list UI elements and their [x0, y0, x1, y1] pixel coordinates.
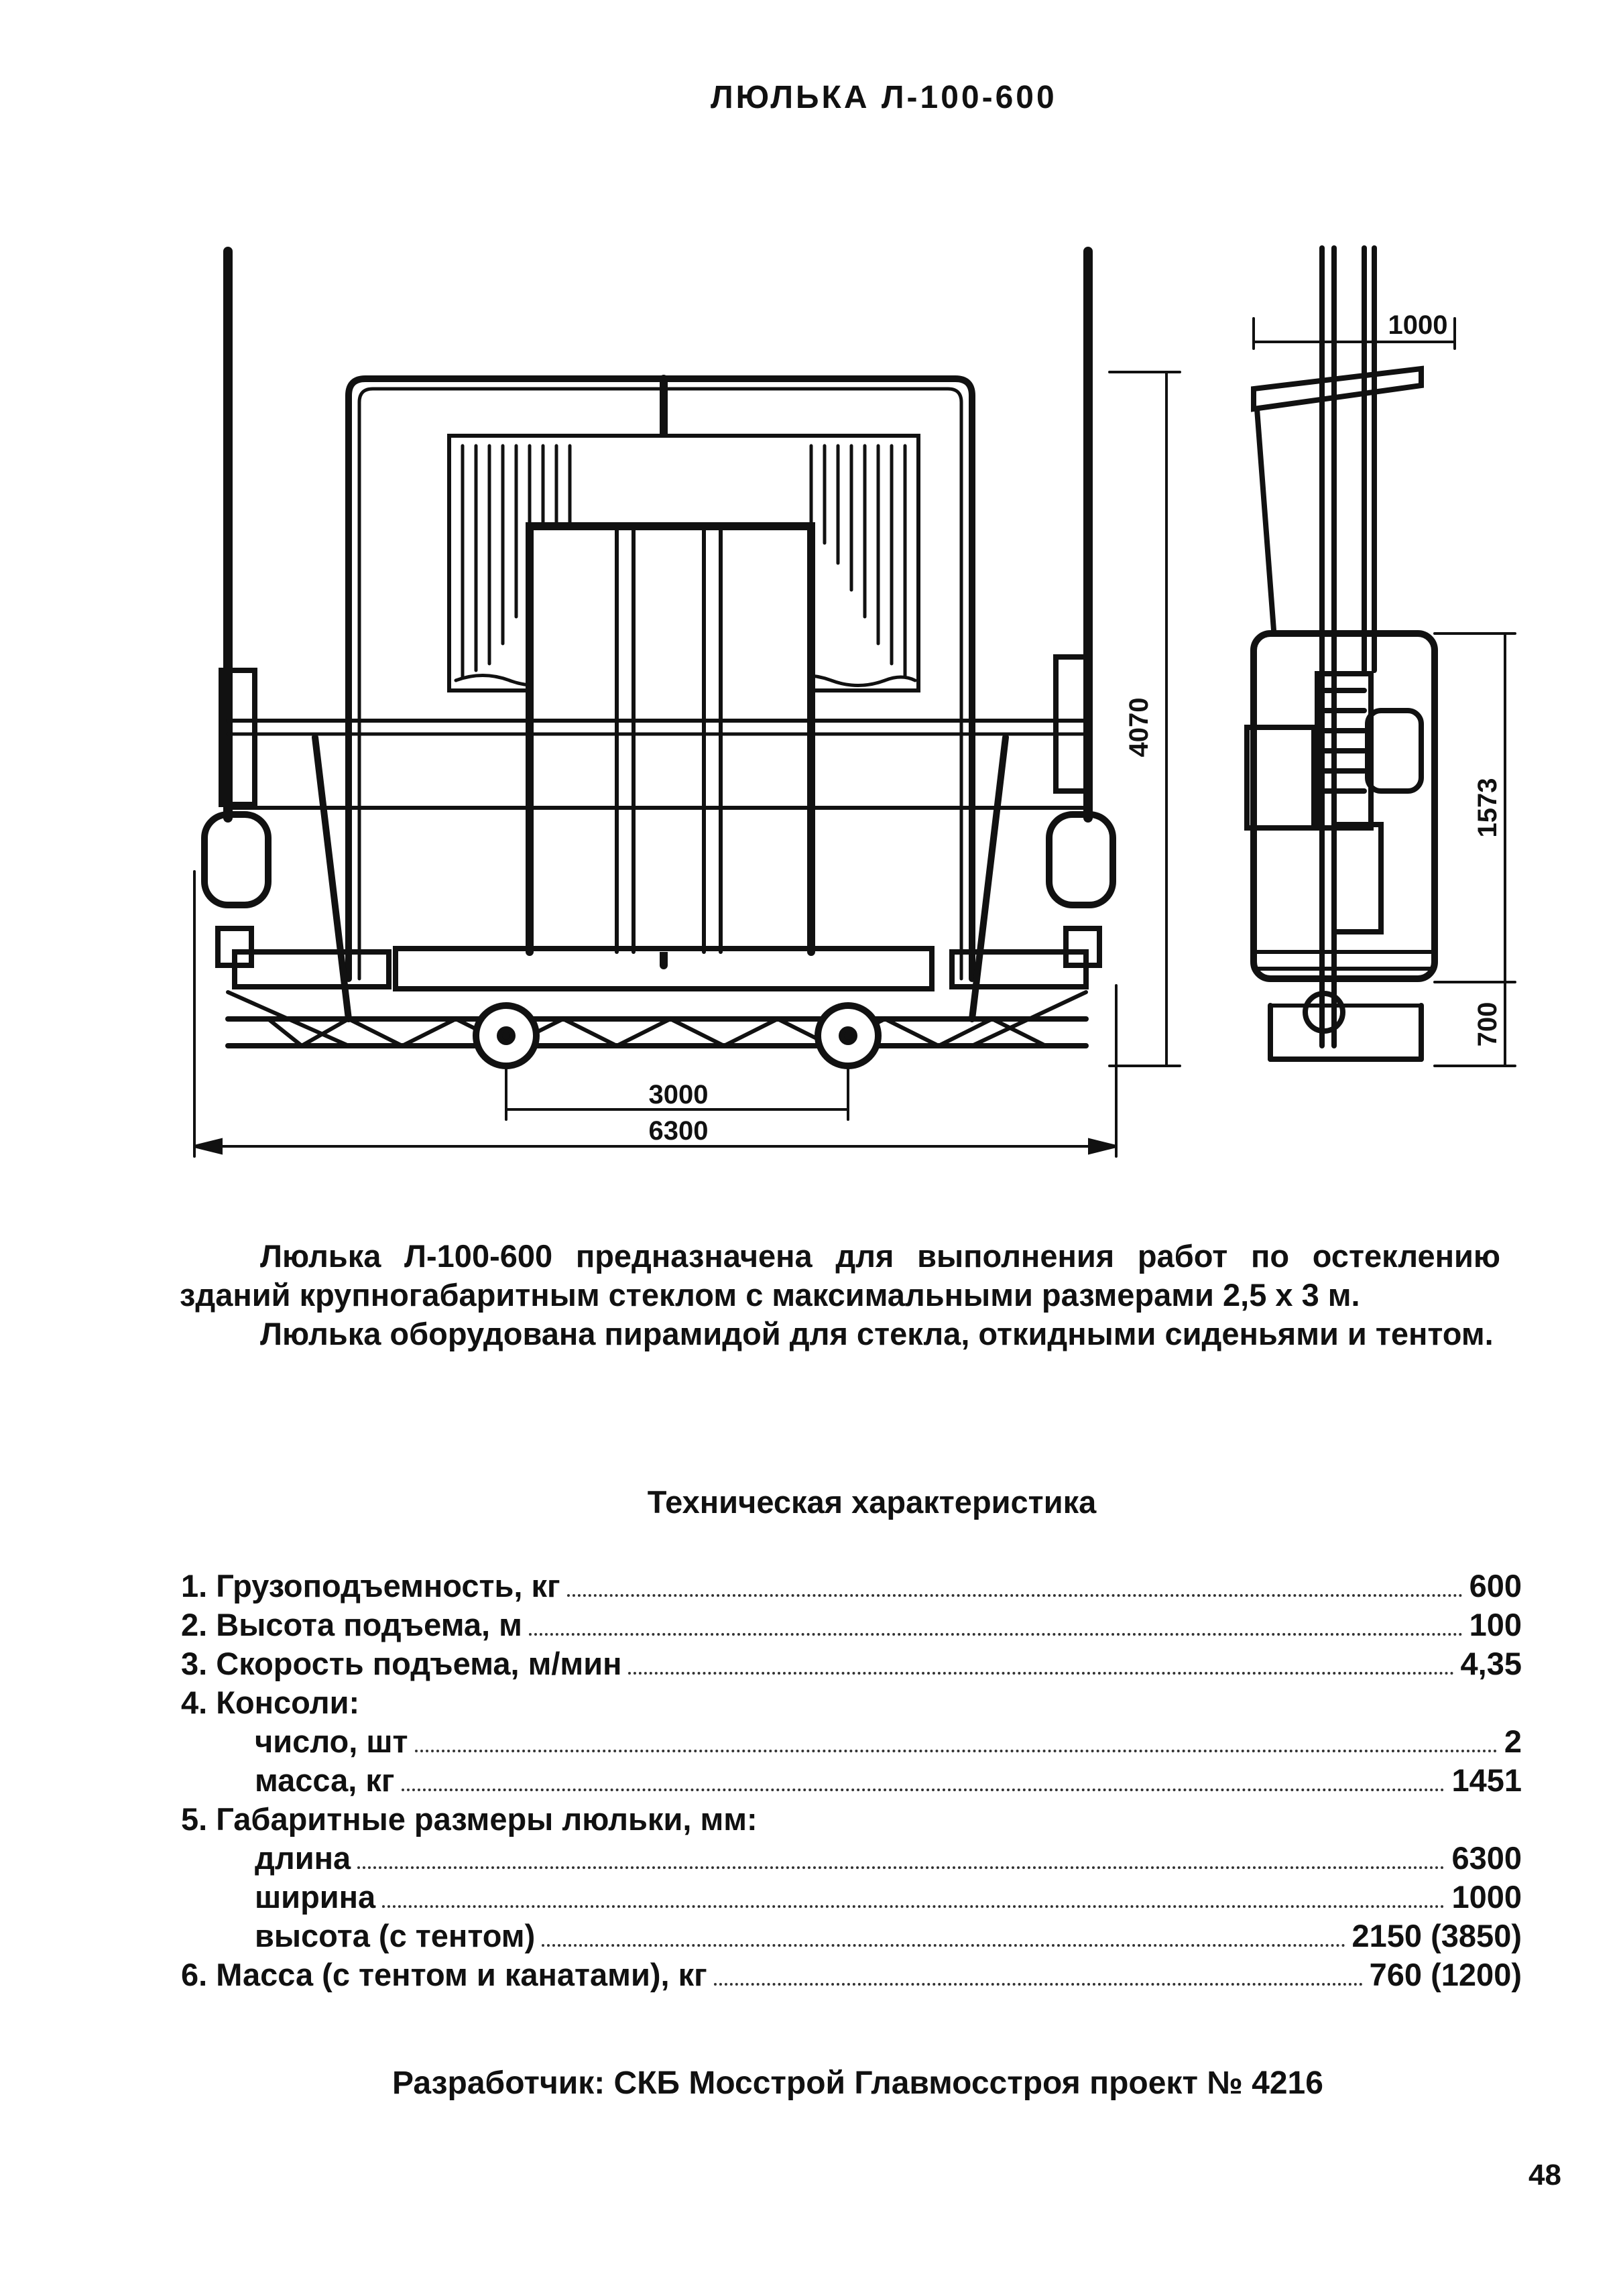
- description-paragraph: Люлька Л-100-600 предназначена для выполнения работ по остеклению зданий крупногабаритным стеклом с максимальными размерами 2,5 х 3 м.: [180, 1238, 1500, 1313]
- dot-leader: [415, 1750, 1498, 1752]
- spec-label: число, шт: [255, 1724, 408, 1759]
- spec-label: ширина: [255, 1879, 376, 1915]
- spec-row: [181, 1567, 1522, 1606]
- dot-leader: [529, 1633, 1463, 1636]
- dim-base: 3000: [648, 1080, 709, 1109]
- dot-leader: [402, 1789, 1445, 1791]
- spec-label: 1. Грузоподъемность, кг: [181, 1568, 560, 1604]
- developer-credit: Разработчик: СКБ Мосстрой Главмосстроя проект № 4216: [392, 2065, 1323, 2101]
- spec-value: 2150 (3850): [1351, 1918, 1522, 1953]
- spec-value: 6300: [1451, 1840, 1522, 1876]
- spec-value: 1451: [1451, 1762, 1522, 1798]
- spec-group-heading: [181, 1801, 1522, 1839]
- spec-value: 600: [1469, 1568, 1522, 1604]
- dot-leader: [382, 1905, 1445, 1908]
- specs-title: Техническая характеристика: [647, 1484, 1097, 1520]
- dot-leader: [542, 1944, 1345, 1947]
- spec-label: длина: [255, 1840, 351, 1876]
- spec-label: 6. Масса (с тентом и канатами), кг: [181, 1957, 707, 1992]
- dot-leader: [357, 1866, 1445, 1869]
- dim-side-lower: 700: [1473, 1002, 1502, 1047]
- spec-row: [181, 1645, 1522, 1684]
- front-view: [204, 251, 1113, 1066]
- spec-label: 5. Габаритные размеры люльки, мм:: [181, 1801, 758, 1837]
- spec-value: 760 (1200): [1369, 1957, 1522, 1992]
- description: [180, 1237, 1500, 1353]
- dim-length: 6300: [648, 1116, 709, 1146]
- dot-leader: [714, 1983, 1363, 1986]
- spec-row: [181, 1956, 1522, 1995]
- specs-list: [181, 1567, 1522, 1995]
- spec-label: 2. Высота подъема, м: [181, 1607, 522, 1642]
- spec-label: высота (с тентом): [255, 1918, 536, 1953]
- spec-row: [181, 1762, 1522, 1801]
- page-title: ЛЮЛЬКА Л-100-600: [711, 80, 1057, 115]
- spec-row: [181, 1839, 1522, 1878]
- spec-group-heading: [181, 1684, 1522, 1723]
- page-number: 48: [1528, 2159, 1561, 2191]
- spec-value: 1000: [1451, 1879, 1522, 1915]
- spec-row: [181, 1917, 1522, 1956]
- dim-side-upper: 1573: [1473, 778, 1502, 838]
- spec-row: [181, 1878, 1522, 1917]
- spec-label: 3. Скорость подъема, м/мин: [181, 1646, 622, 1681]
- side-view: [1247, 248, 1435, 1059]
- dot-leader: [567, 1594, 1463, 1597]
- spec-value: 2: [1504, 1724, 1522, 1759]
- dim-height: 4070: [1124, 697, 1154, 758]
- spec-label: масса, кг: [255, 1762, 395, 1798]
- spec-value: 100: [1469, 1607, 1522, 1642]
- description-paragraph: Люлька оборудована пирамидой для стекла, откидными сиденьями и тентом.: [260, 1316, 1494, 1351]
- dot-leader: [628, 1672, 1453, 1675]
- spec-value: 4,35: [1460, 1646, 1522, 1681]
- spec-label: 4. Консоли:: [181, 1685, 360, 1720]
- dim-side-width: 1000: [1388, 310, 1448, 340]
- spec-row: [181, 1606, 1522, 1645]
- spec-row: [181, 1723, 1522, 1762]
